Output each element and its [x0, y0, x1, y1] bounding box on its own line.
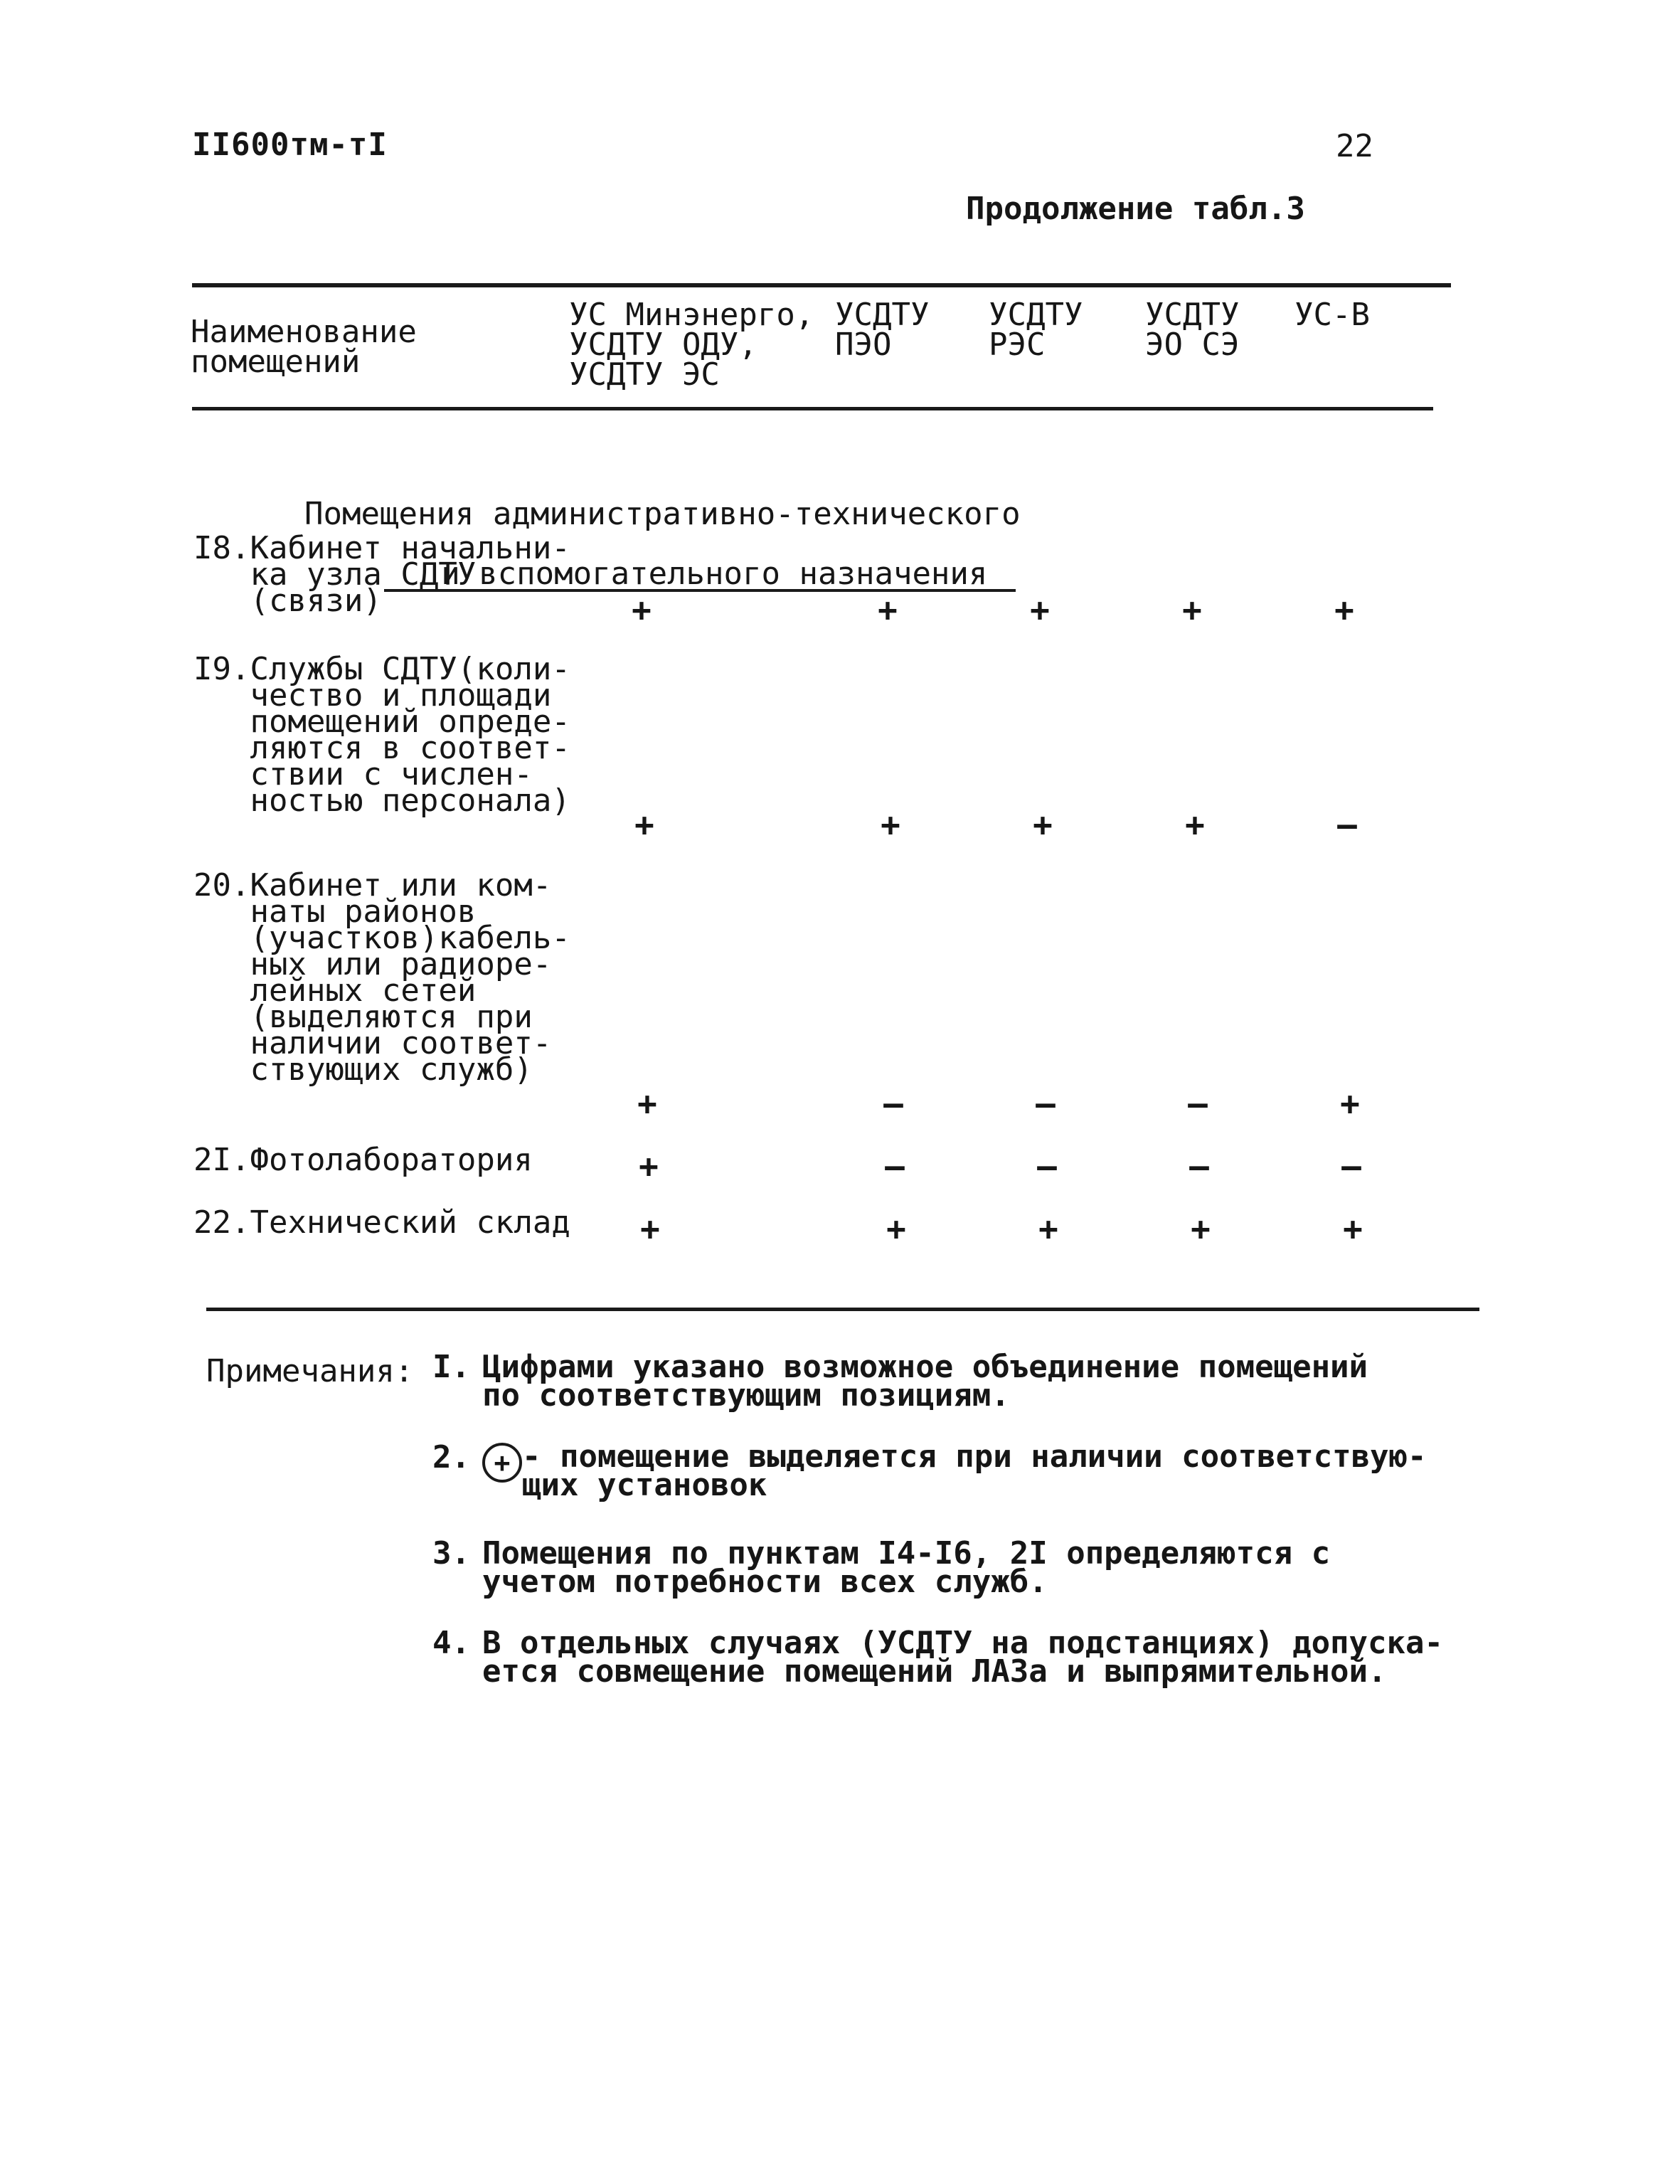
- table-cell-mark: –: [1036, 1084, 1056, 1123]
- column-header-us-v: УС-В: [1294, 297, 1370, 333]
- note-text: Помещения по пунктам I4-I6, 2I определяются с учетом потребности всех служб.: [482, 1535, 1331, 1600]
- table-cell-mark: –: [885, 1147, 905, 1185]
- table-cell-mark: +: [878, 590, 898, 629]
- table-cell-mark: +: [640, 1209, 660, 1248]
- note-text: В отдельных случаях (УСДТУ на подстанциях) допуска- ется совмещение помещений ЛАЗа и выпрямительной.: [482, 1625, 1444, 1690]
- note-number: 4.: [432, 1625, 470, 1661]
- table-continuation-caption: Продолжение табл.3: [966, 191, 1305, 227]
- table-header-rule: [192, 407, 1433, 410]
- table-cell-mark: +: [634, 805, 654, 844]
- table-cell-mark: +: [1038, 1209, 1058, 1248]
- column-header-us-minenergo: УС Минэнерго, УСДТУ ОДУ, УСДТУ ЭС: [569, 297, 814, 393]
- note-number: I.: [432, 1349, 470, 1385]
- note-text: Цифрами указано возможное объединение помещений по соответствующим позициям.: [482, 1349, 1368, 1414]
- table-cell-mark: +: [1343, 1209, 1363, 1248]
- note-text: - помещение выделяется при наличии соответствую- щих установок: [522, 1438, 1427, 1503]
- note-number: 2.: [432, 1439, 470, 1475]
- note-item: [432, 1349, 1368, 1414]
- table-cell-mark: +: [1030, 590, 1050, 629]
- table-cell-mark: +: [1334, 590, 1354, 629]
- table-row-label: 22.Технический склад: [193, 1204, 570, 1241]
- column-header-room-name: Наименование помещений: [191, 314, 417, 380]
- table-cell-mark: –: [883, 1084, 903, 1123]
- table-cell-mark: –: [1189, 1147, 1209, 1185]
- table-cell-mark: –: [1337, 805, 1357, 844]
- table-cell-mark: +: [881, 805, 900, 844]
- section-title-line2: и вспомогательного назначения: [384, 559, 1016, 592]
- note-item: [432, 1625, 1444, 1690]
- table-cell-mark: +: [1182, 590, 1202, 629]
- table-row-label: 20.Кабинет или ком- наты районов (участков)кабель- ных или радиоре- лейных сетей (выделяются при наличии соответ- ствующих служб): [193, 867, 570, 1088]
- column-header-usdtu-peo: УСДТУ ПЭО: [835, 297, 930, 363]
- note-number: 3.: [432, 1535, 470, 1571]
- page-number: 22: [1336, 128, 1373, 164]
- column-header-usdtu-eo-se: УСДТУ ЭО СЭ: [1145, 297, 1240, 363]
- table-cell-mark: +: [639, 1147, 659, 1185]
- table-cell-mark: –: [1037, 1147, 1057, 1185]
- column-header-usdtu-res: УСДТУ РЭС: [989, 297, 1083, 363]
- note-item: [432, 1438, 1427, 1503]
- document-code: II600тм-тI: [192, 127, 388, 163]
- circled-plus-icon: +: [482, 1443, 522, 1483]
- section-title-line1: Помещения административно-технического: [304, 496, 1021, 532]
- table-cell-mark: –: [1341, 1147, 1361, 1185]
- table-cell-mark: +: [632, 590, 652, 629]
- table-cell-mark: +: [1185, 805, 1205, 844]
- table-row-label: 2I.Фотолаборатория: [193, 1142, 533, 1178]
- table-row-label: I8.Кабинет начальни- ка узла СДТУ (связи): [193, 530, 570, 619]
- note-item: [432, 1535, 1331, 1600]
- table-top-rule: [192, 283, 1451, 287]
- table-cell-mark: +: [1033, 805, 1053, 844]
- table-cell-mark: +: [1191, 1209, 1211, 1248]
- table-cell-mark: +: [1340, 1084, 1360, 1123]
- table-cell-mark: –: [1188, 1084, 1208, 1123]
- notes-label: Примечания:: [206, 1353, 414, 1389]
- table-row-label: I9.Службы СДТУ(коли- чество и площади помещений опреде- ляются в соответ- ствии с числен- ностью персонала): [193, 651, 570, 819]
- table-bottom-rule: [206, 1308, 1479, 1311]
- table-cell-mark: +: [886, 1209, 906, 1248]
- table-cell-mark: +: [637, 1084, 657, 1123]
